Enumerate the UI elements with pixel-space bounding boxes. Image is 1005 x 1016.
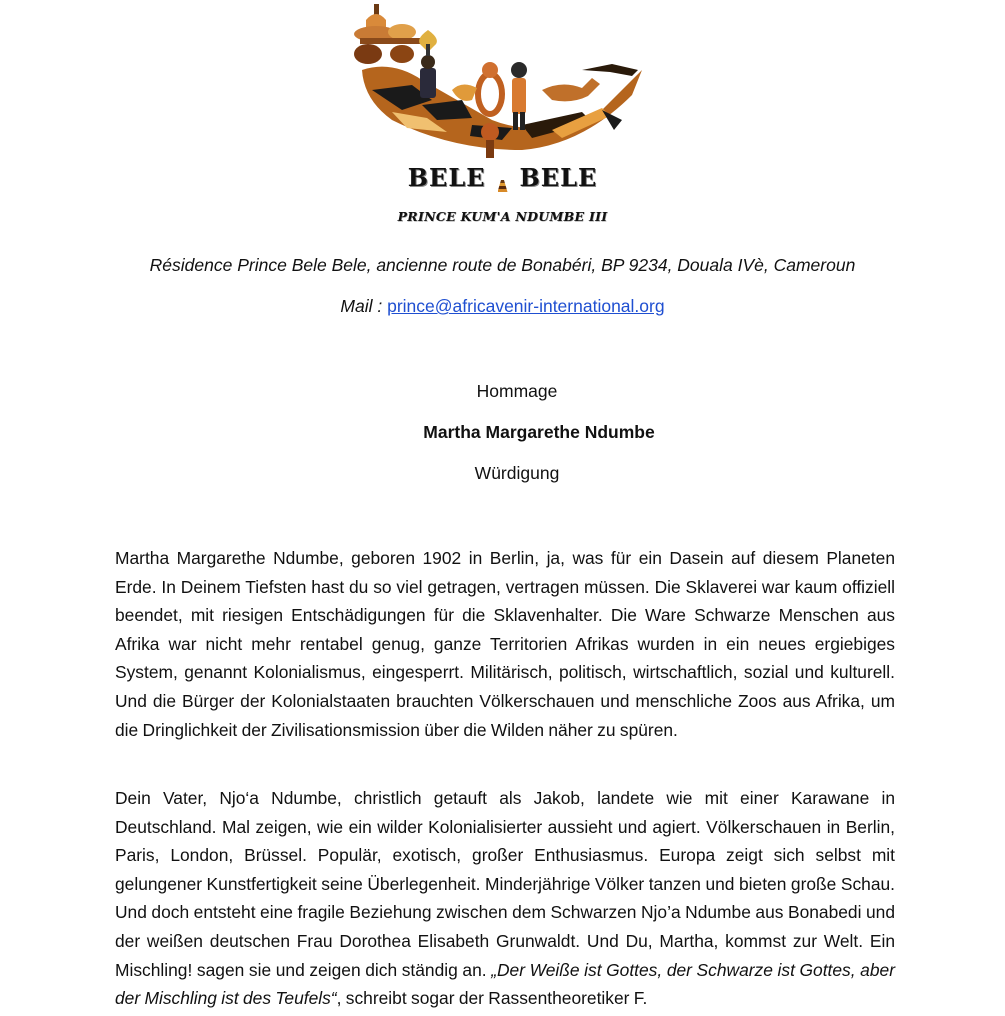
brand-name (0, 163, 1005, 192)
body-paragraph-1 (115, 544, 895, 744)
paragraph-2-quote: „Der Weiße ist Gottes, der Schwarze ist Gottes, aber der Mischling ist des Teufels“ (115, 959, 895, 1009)
heading-hommage: Hommage (476, 381, 558, 401)
body-paragraph-2 (115, 784, 895, 1013)
brand-right: BELE (519, 163, 598, 192)
bell-ornament-icon (498, 180, 508, 192)
paragraph-2-text-start: Dein Vater, Njo‘a Ndumbe, christlich getauft als Jakob, landete wie mit einer Karawane in Deutschland. Mal zeigen, wie ein wilder Kolonialisierter aussieht und agiert. Völkerschauen in Berlin, Paris, London, Brüssel. Populär, exotisch, großer Enthusiasmus. Europa zeigt sich selbst mit gelungener Kunstfertigkeit seine Überlegenheit. Minderjährige Völker tanzen und bieten große Schau. Und doch entsteht eine fragile Beziehung zwischen dem Schwarzen Njo’a Ndumbe aus Bonabedi und der weißen deutschen Frau Dorothea Elisabeth Grunwaldt. Und Du, Martha, kommst zur Welt. Ein Mischling! sagen sie und zeigen dich ständig an. (115, 788, 895, 980)
carved-canoe-prow-icon (352, 0, 652, 165)
paragraph-text (115, 784, 895, 1013)
mail-label: Mail : (340, 296, 388, 316)
heading-name: Martha Margarethe Ndumbe (423, 422, 655, 442)
email-link[interactable]: prince@africavenir-international.org (387, 296, 665, 316)
paragraph-text: Martha Margarethe Ndumbe, geboren 1902 in Berlin, ja, was für ein Dasein auf diesem Planeten Erde. In Deinem Tiefsten hast du so viel getragen, vertragen müssen. Die Sklaverei war kaum offiziell beendet, mit riesigen Entschädigungen für die Sklavenhalter. Die Ware Schwarze Menschen aus Afrika war nicht mehr rentabel genug, ganze Territorien Afrikas wurden in ein neues ergiebiges System, genannt Kolonialismus, eingesperrt. Militärisch, politisch, wirtschaftlich, sozial und kulturell. Und die Bürger der Kolonialstaaten brauchten Völkerschauen und menschliche Zoos aus Afrika, um die Dringlichkeit der Zivilisationsmission über die Wilden näher zu spüren. (115, 548, 895, 740)
bele-bele-logo (352, 0, 652, 165)
mail-line (0, 296, 1005, 317)
brand-left: BELE (407, 163, 486, 192)
letterhead-subtitle: PRINCE KUM'A NDUMBE III (397, 209, 608, 224)
address-line: Résidence Prince Bele Bele, ancienne route de Bonabéri, BP 9234, Douala IVè, Cameroun (149, 255, 856, 275)
heading-wuerdigung: Würdigung (474, 463, 560, 483)
paragraph-2-text-end: , schreibt sogar der Rassentheoretiker F. (336, 988, 648, 1009)
